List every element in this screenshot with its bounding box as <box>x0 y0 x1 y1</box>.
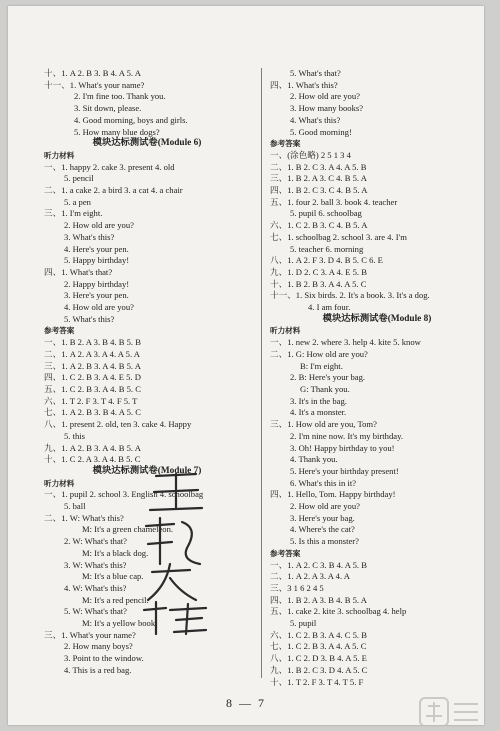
answer-line: 一、1. new 2. where 3. help 4. kite 5. know <box>270 337 421 348</box>
answer-line: 三、1. What's your name? <box>44 629 136 640</box>
answer-line: 八、1. present 2. old, ten 3. cake 4. Happy <box>44 419 192 430</box>
answer-line: 4. It's a monster. <box>290 407 347 418</box>
answer-line: M: It's a black dog. <box>82 547 149 558</box>
answer-line: 二、1. A 2. A 3. A 4. A 5. A <box>44 348 140 359</box>
answer-line: 七、1. C 2. B 3. A 4. A 5. C <box>270 641 367 652</box>
answer-line: 3. It's in the bag. <box>290 395 347 406</box>
answer-line: 四、1. Hello, Tom. Happy birthday! <box>270 489 396 500</box>
answer-line: 九、1. A 2. B 3. A 4. B 5. A <box>44 442 141 453</box>
answer-line: 2. How old are you? <box>64 220 134 231</box>
answer-line: 2. W: What's that? <box>64 536 127 547</box>
answer-line: 二、1. B 2. C 3. A 4. A 5. B <box>270 161 367 172</box>
answer-line: 2. I'm nine now. It's my birthday. <box>290 430 403 441</box>
answer-line: G: Thank you. <box>300 383 350 394</box>
answer-line: 八、1. C 2. D 3. B 4. A 5. E <box>270 653 367 664</box>
answer-line: 八、1. A 2. F 3. D 4. B 5. C 6. E <box>270 255 383 266</box>
answer-line: 5. Is this a monster? <box>290 536 359 547</box>
answer-line: 一、(涂色略) 2 5 1 3 4 <box>270 149 351 160</box>
answer-line: M: It's a green chameleon. <box>82 524 174 535</box>
answer-line: 十、1. C 2. A 3. A 4. B 5. C <box>44 454 141 465</box>
answer-line: 4. Thank you. <box>290 454 338 465</box>
answer-line: 四、1. What's that? <box>44 266 113 277</box>
answer-line: 四、1. C 2. B 3. A 4. E 5. D <box>44 372 141 383</box>
answer-line: 3. Here's your pen. <box>64 290 129 301</box>
answer-line: 2. B: Here's your bag. <box>290 372 366 383</box>
answer-line: 5. ball <box>64 501 86 512</box>
answer-line: 三、1. I'm eight. <box>44 208 103 219</box>
answer-line: 3. W: What's this? <box>64 559 127 570</box>
section-heading: 参考答案 <box>270 548 301 558</box>
right-column <box>270 68 484 688</box>
answer-line: B: I'm eight. <box>300 360 343 371</box>
answer-line: 九、1. D 2. C 3. A 4. E 5. B <box>270 266 367 277</box>
answer-line: M: It's a yellow book. <box>82 618 158 629</box>
answer-line: 十、1. T 2. F 3. T 4. T 5. F <box>270 676 364 687</box>
answer-line: 3. Point to the window. <box>64 653 144 664</box>
answer-line: 5. Good morning! <box>290 126 352 137</box>
answer-line: 3. What's this? <box>64 231 115 242</box>
answer-line: 2. Happy birthday! <box>64 278 130 289</box>
answer-line: 2. How old are you? <box>290 501 360 512</box>
answer-line: 5. What's that? <box>290 68 341 78</box>
answer-line: 5. How many blue dogs? <box>74 126 160 137</box>
answer-line: 三、3 1 6 2 4 5 <box>270 582 324 593</box>
answer-line: 5. this <box>64 430 86 441</box>
answer-line: 三、1. B 2. A 3. C 4. B 5. A <box>270 173 367 184</box>
answer-line: 2. How many boys? <box>64 641 133 652</box>
answer-line: 4. W: What's this? <box>64 582 127 593</box>
answer-line: 七、1. A 2. B 3. B 4. A 5. C <box>44 407 141 418</box>
answer-line: 4. Here's your pen. <box>64 243 129 254</box>
answer-line: 5. a pen <box>64 196 91 207</box>
answer-line: 5. Happy birthday! <box>64 255 130 266</box>
answer-line: 4. I am four. <box>308 302 351 313</box>
answer-line: 三、1. A 2. B 3. A 4. B 5. A <box>44 360 141 371</box>
answer-line: M: It's a red pencil. <box>82 594 149 605</box>
answer-line: 七、1. schoolbag 2. school 3. are 4. I'm <box>270 231 407 242</box>
answer-line: 二、1. G: How old are you? <box>270 348 368 359</box>
handwritten-annotation <box>136 468 226 638</box>
answer-line: 一、1. B 2. A 3. B 4. B 5. B <box>44 337 141 348</box>
section-heading: 听力材料 <box>44 478 75 488</box>
answer-line: 十、1. A 2. B 3. B 4. A 5. A <box>44 68 141 78</box>
section-heading: 参考答案 <box>270 139 301 149</box>
answer-line: 一、1. happy 2. cake 3. present 4. old <box>44 161 175 172</box>
answer-line: 5. pupil 6. schoolbag <box>290 208 362 219</box>
answer-line: 4. How old are you? <box>64 302 134 313</box>
section-heading: 参考答案 <box>44 326 75 336</box>
column-divider <box>261 68 262 678</box>
answer-line: 5. What's this? <box>64 313 115 324</box>
answer-line: 6. What's this in it? <box>290 477 357 488</box>
section-title: 模块达标测试卷(Module 7) <box>92 465 202 476</box>
section-title: 模块达标测试卷(Module 8) <box>322 313 432 324</box>
answer-line: 4. Where's the cat? <box>290 524 355 535</box>
section-heading: 听力材料 <box>270 326 301 336</box>
answer-line: 一、1. pupil 2. school 3. English 4. schoolbag <box>44 489 204 500</box>
answer-line: 4. This is a red bag. <box>64 664 132 675</box>
answer-line: 二、1. A 2. A 3. A 4. A <box>270 571 350 582</box>
answer-line: M: It's a blue cap. <box>82 571 144 582</box>
answer-line: 2. I'm fine too. Thank you. <box>74 91 166 102</box>
answer-line: 四、1. What's this? <box>270 79 338 90</box>
answer-line: 五、1. C 2. B 3. A 4. B 5. C <box>44 383 141 394</box>
page-number: 8 — 7 <box>226 696 266 710</box>
answer-line: 2. How old are you? <box>290 91 360 102</box>
answer-line: 二、1. W: What's this? <box>44 512 124 523</box>
answer-line: 5. pencil <box>64 173 94 184</box>
answer-key-page <box>8 6 484 725</box>
answer-line: 四、1. B 2. A 3. B 4. B 5. A <box>270 594 367 605</box>
answer-line: 十一、1. What's your name? <box>44 79 145 90</box>
answer-line: 九、1. B 2. C 3. D 4. A 5. C <box>270 664 368 675</box>
answer-line: 3. How many books? <box>290 103 364 114</box>
answer-line: 5. pupil <box>290 618 317 629</box>
section-title: 模块达标测试卷(Module 6) <box>92 138 202 149</box>
answer-line: 5. W: What's that? <box>64 606 127 617</box>
answer-line: 十一、1. Six birds. 2. It's a book. 3. It's a dog. <box>270 290 430 301</box>
answer-line: 三、1. How old are you, Tom? <box>270 419 377 430</box>
answer-line: 二、1. a cake 2. a bird 3. a cat 4. a chair <box>44 185 183 196</box>
answer-line: 五、1. four 2. ball 3. book 4. teacher <box>270 196 398 207</box>
answer-line: 四、1. B 2. C 3. C 4. B 5. A <box>270 185 368 196</box>
answer-line: 4. Good morning, boys and girls. <box>74 114 188 125</box>
answer-line: 3. Here's your bag. <box>290 512 355 523</box>
answer-line: 五、1. cake 2. kite 3. schoolbag 4. help <box>270 606 407 617</box>
answer-line: 5. teacher 6. morning <box>290 243 364 254</box>
answer-line: 5. Here's your birthday present! <box>290 465 399 476</box>
watermark-logo <box>418 696 482 725</box>
answer-line: 3. Sit down, please. <box>74 103 142 114</box>
answer-line: 一、1. A 2. C 3. B 4. A 5. B <box>270 559 367 570</box>
answer-line: 六、1. C 2. B 3. A 4. C 5. B <box>270 629 367 640</box>
answer-line: 十、1. B 2. B 3. A 4. A 5. C <box>270 278 367 289</box>
answer-line: 4. What's this? <box>290 114 341 125</box>
answer-line: 3. Oh! Happy birthday to you! <box>290 442 395 453</box>
section-heading: 听力材料 <box>44 150 75 160</box>
answer-line: 六、1. C 2. B 3. C 4. B 5. A <box>270 220 368 231</box>
answer-line: 六、1. T 2. F 3. T 4. F 5. T <box>44 395 138 406</box>
